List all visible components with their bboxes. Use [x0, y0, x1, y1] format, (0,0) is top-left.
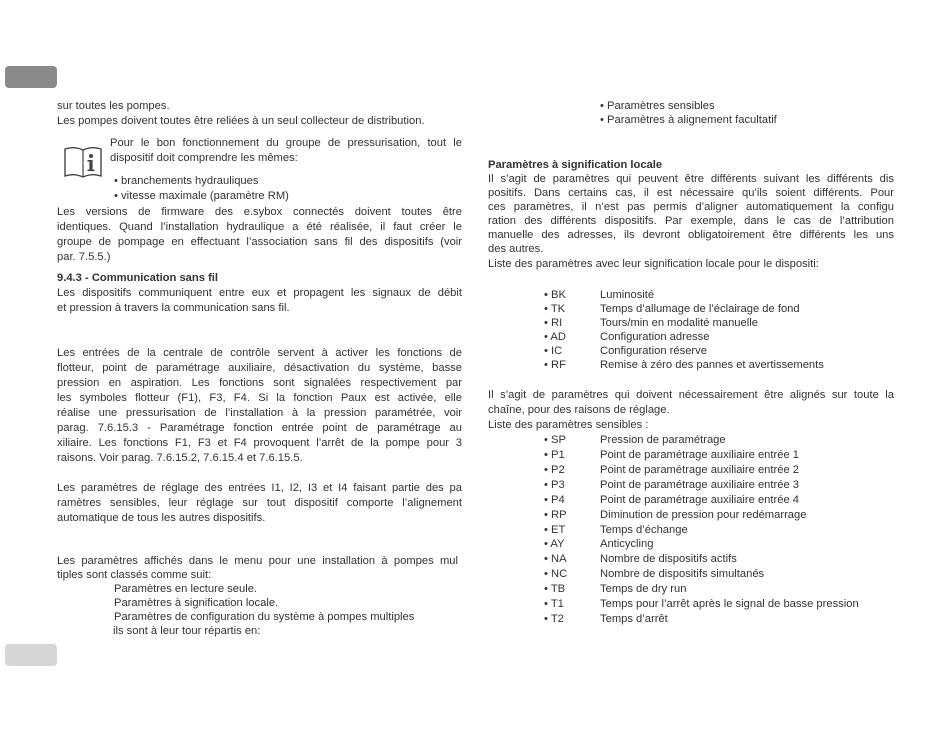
- list-item: • Paramètres à alignement facultatif: [600, 114, 777, 126]
- param-code: • SP: [544, 434, 566, 446]
- paragraph-line: réalise une pressurisation de l’installation à la pression paramétrée, voir: [57, 407, 462, 419]
- paragraph-line: Liste des paramètres sensibles :: [488, 419, 649, 431]
- paragraph-line: xiliaire. Les fonctions F1, F3 et F4 provoquent l’arrêt de la pompe pour 3: [57, 437, 462, 449]
- param-code: • AD: [544, 331, 566, 343]
- param-desc: Anticycling: [600, 538, 654, 550]
- param-desc: Luminosité: [600, 289, 655, 301]
- list-item: Paramètres en lecture seule.: [114, 583, 258, 595]
- param-desc: Nombre de dispositifs actifs: [600, 553, 737, 565]
- paragraph-line: Liste des paramètres avec leur signification locale pour le dispositi:: [488, 258, 819, 270]
- param-code: • P3: [544, 479, 565, 491]
- param-desc: Temps d’arrêt: [600, 613, 668, 625]
- paragraph-line: ils sont à leur tour répartis en:: [113, 625, 261, 637]
- param-code: • TB: [544, 583, 566, 595]
- param-desc: Remise à zéro des pannes et avertissements: [600, 359, 824, 371]
- paragraph-line: chaîne, pour des raisons de réglage.: [488, 404, 670, 416]
- list-item: Paramètres de configuration du système à pompes multiples: [114, 611, 415, 623]
- param-code: • RI: [544, 317, 563, 329]
- paragraph-line: automatique de tous les autres dispositifs.: [57, 512, 266, 524]
- param-desc: Temps pour l’arrêt après le signal de basse pression: [600, 598, 859, 610]
- note-line: dispositif doit comprendre les mêmes:: [110, 152, 298, 164]
- param-code: • T2: [544, 613, 564, 625]
- param-code: • RF: [544, 359, 566, 371]
- paragraph-line: identiques. Quand l’installation hydraulique a été réalisée, il faut créer le: [57, 221, 462, 233]
- paragraph-line: Il s’agit de paramètres qui peuvent être différents suivant les différents dis: [488, 173, 894, 185]
- param-code: • P1: [544, 449, 565, 461]
- paragraph-line: Les pompes doivent toutes être reliées à un seul collecteur de distribution.: [57, 115, 425, 127]
- param-desc: Pression de paramétrage: [600, 434, 726, 446]
- paragraph-line: Les paramètres affichés dans le menu pour une installation à pompes mul: [57, 555, 458, 567]
- param-code: • P4: [544, 494, 565, 506]
- paragraph-line: Il s’agit de paramètres qui doivent nécessairement être alignés sur toute la: [488, 389, 894, 401]
- paragraph-line: flotteur, point de paramétrage auxiliaire, désactivation du système, basse: [57, 362, 462, 374]
- paragraph-line: ces paramètres, il n’est pas permis d’aligner automatiquement la configu: [488, 201, 894, 213]
- paragraph-line: Les dispositifs communiquent entre eux et propagent les signaux de débit: [57, 287, 462, 299]
- param-desc: Temps d’allumage de l’éclairage de fond: [600, 303, 800, 315]
- paragraph-line: et pression à travers la communication sans fil.: [57, 302, 290, 314]
- param-code: • ET: [544, 524, 566, 536]
- list-item: • Paramètres sensibles: [600, 100, 715, 112]
- note-item: • branchements hydrauliques: [114, 175, 259, 187]
- paragraph-line: raisons. Voir parag. 7.6.15.2, 7.6.15.4 et 7.6.15.5.: [57, 452, 303, 464]
- param-code: • NA: [544, 553, 567, 565]
- paragraph-line: groupe de pompage en effectuant l’association sans fil des dispositifs (voir: [57, 236, 462, 248]
- note-line: Pour le bon fonctionnement du groupe de pressurisation, tout le: [110, 137, 462, 149]
- paragraph-line: ramètres sensibles, leur réglage sur tout dispositif comporte l’alignement: [57, 497, 462, 509]
- page-tab-marker: [5, 66, 57, 88]
- paragraph-line: positifs. Dans certains cas, il est nécessaire qu’ils soient différents. Pour: [488, 187, 894, 199]
- param-code: • P2: [544, 464, 565, 476]
- page-footer-tab: [5, 644, 57, 666]
- param-desc: Point de paramétrage auxiliaire entrée 4: [600, 494, 800, 506]
- paragraph-line: ration des différents dispositifs. Par exemple, dans le cas de l’attribution: [488, 215, 894, 227]
- param-code: • BK: [544, 289, 566, 301]
- param-code: • IC: [544, 345, 563, 357]
- param-desc: Temps de dry run: [600, 583, 687, 595]
- section-title: Paramètres à signification locale: [488, 159, 663, 171]
- param-desc: Point de paramétrage auxiliaire entrée 3: [600, 479, 800, 491]
- param-code: • TK: [544, 303, 566, 315]
- paragraph-line: tiples sont classés comme suit:: [57, 569, 212, 581]
- param-desc: Point de paramétrage auxiliaire entrée 2: [600, 464, 800, 476]
- list-item: Paramètres à signification locale.: [114, 597, 279, 609]
- paragraph-line: des autres.: [488, 243, 544, 255]
- param-desc: Point de paramétrage auxiliaire entrée 1: [600, 449, 800, 461]
- param-desc: Nombre de dispositifs simultanés: [600, 568, 765, 580]
- param-desc: Configuration adresse: [600, 331, 710, 343]
- paragraph-line: Les paramètres de réglage des entrées I1, I2, I3 et I4 faisant partie des pa: [57, 482, 462, 494]
- section-title: 9.4.3 - Communication sans fil: [57, 272, 219, 284]
- info-book-icon: [63, 144, 103, 180]
- paragraph-line: Les versions de firmware des e.sybox connectés doivent toutes être: [57, 206, 462, 218]
- param-code: • T1: [544, 598, 564, 610]
- param-desc: Configuration réserve: [600, 345, 707, 357]
- param-desc: Diminution de pression pour redémarrage: [600, 509, 807, 521]
- param-code: • NC: [544, 568, 568, 580]
- param-desc: Tours/min en modalité manuelle: [600, 317, 758, 329]
- paragraph-line: par. 7.5.5.): [57, 251, 111, 263]
- param-desc: Temps d’échange: [600, 524, 688, 536]
- paragraph-line: sur toutes les pompes.: [57, 100, 170, 112]
- note-item: • vitesse maximale (paramètre RM): [114, 190, 289, 202]
- paragraph-line: pression en aspiration. Les fonctions sont signalées respectivement par: [57, 377, 462, 389]
- paragraph-line: manuelle des adresses, ils devront obligatoirement être différents les uns: [488, 229, 894, 241]
- param-code: • AY: [544, 538, 565, 550]
- paragraph-line: Les entrées de la centrale de contrôle servent à activer les fonctions de: [57, 347, 462, 359]
- param-code: • RP: [544, 509, 567, 521]
- paragraph-line: les symboles flotteur (F1), F3, F4. Si la fonction Paux est activée, elle: [57, 392, 462, 404]
- paragraph-line: parag. 7.6.15.3 - Paramétrage fonction entrée point de paramétrage au: [57, 422, 462, 434]
